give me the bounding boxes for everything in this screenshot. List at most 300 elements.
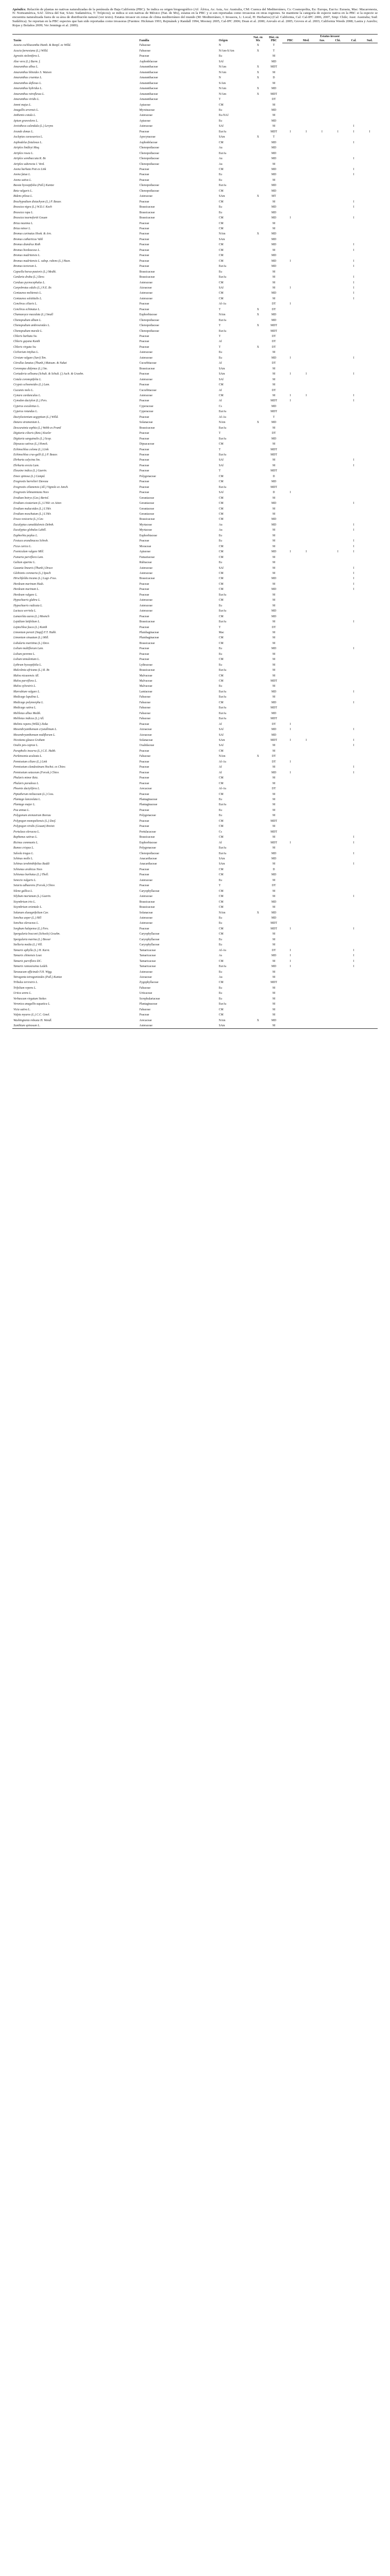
- cal-cell: I: [353, 216, 354, 220]
- med-cell: [298, 835, 314, 840]
- pbc-cell: I: [290, 286, 291, 290]
- origin-cell: Eu: [218, 178, 223, 182]
- nat-cell: [250, 571, 265, 576]
- origin-cell: SAf: [218, 733, 224, 737]
- aus-cell: [314, 1023, 330, 1029]
- dist-cell: M: [272, 534, 276, 537]
- cal-cell: [346, 630, 362, 635]
- taxon-cell: Cyperus esculentus L.: [13, 404, 40, 408]
- med-cell: [298, 280, 314, 285]
- med-cell: [298, 118, 314, 124]
- chi-cell: [330, 113, 346, 118]
- nat-cell: [250, 733, 265, 738]
- origin-cell: EurAs: [218, 706, 227, 710]
- aus-cell: [314, 517, 330, 522]
- table-row: [12, 162, 378, 167]
- family-cell: Aizoaceae: [139, 733, 152, 737]
- chi-cell: [330, 991, 346, 996]
- origin-cell: CM: [218, 577, 224, 581]
- table-row: [12, 199, 378, 205]
- med-cell: [298, 566, 314, 571]
- med-cell: [298, 70, 314, 75]
- cal-cell: [346, 916, 362, 921]
- pbc-cell: [282, 339, 298, 344]
- family-cell: Arecaceae: [139, 1019, 152, 1022]
- med-cell: [298, 614, 314, 619]
- pbc-cell: [282, 646, 298, 651]
- family-cell: Asteraceae: [139, 1023, 218, 1029]
- med-cell: [298, 307, 314, 312]
- dist-cell: MD: [271, 243, 277, 247]
- nat-cell: [250, 522, 265, 528]
- family-cell: Poaceae: [139, 173, 149, 177]
- origin-cell: CM: [218, 959, 224, 963]
- family-cell: Poaceae: [139, 647, 149, 651]
- pbc-cell: [282, 921, 298, 926]
- nat-cell: [250, 463, 265, 468]
- chi-cell: [330, 189, 346, 194]
- table-row: [12, 845, 378, 851]
- table-row: [12, 474, 378, 479]
- aus-cell: [314, 264, 330, 269]
- table-row: [12, 625, 378, 630]
- aus-cell: [314, 382, 330, 387]
- table-row: [12, 172, 378, 177]
- aus-cell: [314, 1012, 330, 1018]
- taxon-cell: Lactuca serriola L.: [13, 609, 37, 613]
- sud-cell: [362, 215, 378, 221]
- chi-cell: [330, 43, 346, 48]
- aus-cell: [314, 86, 330, 91]
- aus-cell: [314, 404, 330, 409]
- cal-cell: [346, 608, 362, 614]
- origin-cell: EurAs: [218, 965, 227, 969]
- family-cell: Poaceae: [139, 749, 149, 753]
- aus-cell: [314, 215, 330, 221]
- dist-cell: MD: [271, 238, 277, 241]
- nat-cell: [250, 1023, 265, 1029]
- med-cell: [298, 663, 314, 668]
- chi-cell: [330, 48, 346, 54]
- chi-cell: [330, 808, 346, 813]
- dist-cell: MDT: [270, 981, 277, 985]
- table-row: [12, 996, 378, 1002]
- nat-cell: [250, 533, 265, 538]
- dist-cell: M: [272, 938, 276, 941]
- nat-cell: [250, 759, 265, 765]
- table-row: [12, 835, 378, 840]
- sud-cell: [362, 75, 378, 80]
- dist-cell: DT: [272, 722, 276, 726]
- pbc-cell: I: [290, 728, 291, 732]
- chi-cell: [330, 226, 346, 231]
- origin-cell: Eu: [218, 539, 223, 543]
- pbc-cell: [282, 442, 298, 447]
- dist-cell: DT: [272, 302, 276, 306]
- pbc-cell: I: [290, 948, 291, 952]
- med-cell: [298, 657, 314, 662]
- taxon-cell: Beta vulgaris L.: [13, 189, 33, 193]
- pbc-cell: [282, 980, 298, 985]
- chi-cell: [330, 786, 346, 791]
- pbc-cell: [282, 162, 298, 167]
- med-cell: [298, 905, 314, 910]
- cal-cell: I: [353, 200, 354, 204]
- pbc-cell: [282, 566, 298, 571]
- table-row: [12, 361, 378, 366]
- origin-cell: CM: [218, 571, 224, 575]
- chi-cell: [330, 318, 346, 323]
- pbc-cell: [282, 813, 298, 818]
- pbc-cell: I: [290, 927, 291, 930]
- chi-cell: [330, 221, 346, 226]
- aus-cell: [314, 872, 330, 877]
- nat-cell: [250, 178, 265, 183]
- dist-cell: M: [272, 808, 276, 812]
- aus-cell: [314, 59, 330, 64]
- table-row: [12, 900, 378, 905]
- origin-cell: T: [218, 448, 221, 451]
- origin-cell: SAm: [218, 739, 225, 742]
- med-cell: [298, 485, 314, 490]
- table-row: [12, 872, 378, 877]
- nat-cell: [250, 867, 265, 872]
- chi-cell: [330, 975, 346, 980]
- cal-cell: I: [353, 529, 354, 532]
- taxon-cell: Schismus arabicus Nees: [13, 868, 43, 871]
- col-pbc: PBC: [282, 39, 298, 43]
- med-cell: [298, 199, 314, 205]
- med-cell: [298, 937, 314, 942]
- aus-cell: [314, 463, 330, 468]
- origin-cell: Cs: [218, 830, 222, 834]
- chi-cell: [330, 479, 346, 484]
- cal-cell: I: [353, 588, 354, 591]
- origin-cell: CM: [218, 507, 224, 511]
- nat-cell: [250, 474, 265, 479]
- origin-cell: NAm: [218, 313, 226, 317]
- sud-cell: [362, 377, 378, 382]
- sud-cell: [362, 275, 378, 280]
- table-row: [12, 576, 378, 581]
- med-cell: [298, 501, 314, 506]
- cal-cell: [346, 447, 362, 452]
- med-cell: [298, 980, 314, 985]
- nat-cell: [250, 512, 265, 517]
- med-cell: [298, 851, 314, 856]
- aus-cell: [314, 894, 330, 899]
- med-cell: [298, 512, 314, 517]
- cal-cell: [346, 733, 362, 738]
- pbc-cell: [282, 280, 298, 285]
- origin-cell: Au: [218, 529, 223, 532]
- aus-cell: [314, 97, 330, 102]
- cal-cell: [346, 479, 362, 484]
- aus-cell: [314, 194, 330, 199]
- family-cell: Euphorbiaceae: [139, 841, 157, 844]
- nat-cell: [250, 285, 265, 291]
- family-cell: Asteraceae: [139, 281, 152, 284]
- table-row: [12, 242, 378, 247]
- nat-cell: [250, 118, 265, 124]
- chi-cell: [330, 415, 346, 420]
- table-row: [12, 603, 378, 608]
- chi-cell: [330, 350, 346, 355]
- table-row: [12, 883, 378, 888]
- dist-cell: MD: [271, 206, 277, 209]
- nat-cell: [250, 700, 265, 705]
- chi-cell: [330, 625, 346, 630]
- chi-cell: [330, 92, 346, 97]
- med-cell: [298, 479, 314, 484]
- table-row: [12, 926, 378, 931]
- taxon-cell: Galium aparine L.: [13, 561, 36, 565]
- nat-cell: [250, 97, 265, 102]
- table-row: [12, 522, 378, 528]
- origin-cell: CM: [218, 825, 224, 828]
- dist-cell: M: [272, 227, 276, 230]
- sud-cell: [362, 151, 378, 156]
- family-cell: Poaceae: [139, 222, 149, 225]
- med-cell: [298, 496, 314, 501]
- taxon-cell: Sisymbrium irio L.: [13, 900, 36, 904]
- dist-cell: M: [272, 297, 276, 300]
- sud-cell: [362, 775, 378, 781]
- aus-cell: [314, 867, 330, 872]
- nat-cell: [250, 129, 265, 134]
- nat-cell: [250, 167, 265, 172]
- dist-cell: MD: [271, 259, 277, 263]
- taxon-cell: Leptochloa fusca (L.) Kunth: [13, 625, 47, 629]
- chi-cell: [330, 275, 346, 280]
- dist-cell: MD: [271, 873, 277, 877]
- sud-cell: [362, 97, 378, 102]
- dist-cell: M: [272, 464, 276, 467]
- nat-cell: [250, 350, 265, 355]
- table-row: [12, 808, 378, 813]
- aus-cell: [314, 151, 330, 156]
- aus-cell: [314, 889, 330, 894]
- aus-cell: [314, 619, 330, 624]
- chi-cell: [330, 382, 346, 387]
- chi-cell: [330, 900, 346, 905]
- cal-cell: [346, 980, 362, 985]
- chi-cell: [330, 124, 346, 129]
- taxon-cell: Echinochloa crus-galli (L.) P. Beauv.: [13, 453, 58, 456]
- aus-cell: [314, 544, 330, 549]
- med-cell: [298, 167, 314, 172]
- family-cell: Poaceae: [139, 615, 149, 618]
- origin-cell: T: [218, 469, 221, 473]
- table-row: [12, 517, 378, 522]
- chi-cell: [330, 75, 346, 80]
- nat-cell: [250, 215, 265, 221]
- dist-cell: M: [272, 71, 276, 74]
- chi-cell: [330, 942, 346, 947]
- med-cell: [298, 619, 314, 624]
- dist-cell: MD: [271, 265, 277, 268]
- origin-cell: EurAs: [218, 318, 227, 322]
- med-cell: [298, 646, 314, 651]
- nat-cell: [250, 856, 265, 861]
- dist-cell: MD: [271, 733, 277, 737]
- dist-cell: M: [272, 276, 276, 279]
- dist-cell: MD: [271, 60, 277, 63]
- family-cell: Chenopodiaceae: [139, 146, 159, 150]
- cal-cell: I: [353, 356, 354, 360]
- taxon-cell: Arundo donax L.: [13, 130, 34, 133]
- origin-cell: As: [218, 954, 223, 958]
- cal-cell: [346, 97, 362, 102]
- origin-cell: Eu: [218, 604, 223, 607]
- table-row: [12, 851, 378, 856]
- cal-cell: [346, 829, 362, 835]
- taxon-cell: Cynodon dactylon (L.) Pers.: [13, 399, 47, 403]
- nat-cell: [250, 948, 265, 953]
- nat-cell: [250, 582, 265, 587]
- chi-cell: [330, 948, 346, 953]
- cal-cell: [346, 113, 362, 118]
- origin-cell: EurAs: [218, 609, 227, 613]
- cal-cell: [346, 905, 362, 910]
- taxon-cell: Asclepias curassavica L.: [13, 135, 43, 139]
- chi-cell: [330, 630, 346, 635]
- family-cell: Fumariaceae: [139, 555, 155, 559]
- origin-cell: Eu: [218, 663, 223, 667]
- pbc-cell: [282, 625, 298, 630]
- origin-cell: CM: [218, 701, 224, 704]
- taxon-cell: Cirsium vulgare (Savi) Ten.: [13, 356, 46, 360]
- nat-cell: [250, 162, 265, 167]
- cal-cell: [346, 781, 362, 786]
- sud-cell: [362, 910, 378, 916]
- table-row: [12, 398, 378, 403]
- pbc-cell: [282, 883, 298, 888]
- chi-cell: [330, 738, 346, 743]
- pbc-cell: [282, 608, 298, 614]
- table-row: [12, 307, 378, 312]
- table-row: [12, 819, 378, 824]
- pbc-cell: [282, 248, 298, 253]
- cal-cell: [346, 253, 362, 258]
- chi-cell: [330, 151, 346, 156]
- nat-cell: [250, 824, 265, 829]
- med-cell: [298, 361, 314, 366]
- pbc-cell: [282, 635, 298, 640]
- chi-cell: [330, 781, 346, 786]
- dist-cell: MDT: [270, 830, 277, 834]
- family-cell: Geraniaceae: [139, 502, 155, 505]
- dist-cell: DT: [272, 787, 276, 791]
- nat-cell: [250, 253, 265, 258]
- sud-cell: [362, 608, 378, 614]
- taxon-cell: Pennisetum setaceum (Forssk.) Chiov.: [13, 771, 59, 774]
- sud-cell: [362, 517, 378, 522]
- sud-cell: [362, 953, 378, 958]
- dist-cell: M: [272, 846, 276, 850]
- nat-cell: [250, 318, 265, 323]
- dist-cell: M: [272, 986, 276, 990]
- aus-cell: [314, 323, 330, 328]
- med-cell: [298, 221, 314, 226]
- nat-cell: [250, 679, 265, 684]
- table-row: [12, 964, 378, 969]
- dist-cell: M: [272, 248, 276, 252]
- sud-cell: [362, 641, 378, 646]
- family-cell: Chenopodiaceae: [139, 324, 159, 328]
- origin-cell: CM: [218, 297, 224, 300]
- aus-cell: [314, 210, 330, 215]
- chi-cell: [330, 522, 346, 528]
- nat-cell: [250, 689, 265, 694]
- dist-cell: M: [272, 367, 276, 370]
- origin-cell: Af: [218, 399, 222, 403]
- table-row: [12, 366, 378, 371]
- table-row: [12, 970, 378, 975]
- table-row: [12, 673, 378, 679]
- taxon-cell: Cichorium intybus L.: [13, 351, 39, 354]
- aus-cell: [314, 603, 330, 608]
- chi-cell: [330, 727, 346, 732]
- family-cell: Geraniaceae: [139, 512, 155, 516]
- dist-cell: M: [272, 641, 276, 645]
- aus-cell: [314, 948, 330, 953]
- origin-cell: SAm: [218, 862, 225, 866]
- family-cell: Poaceae: [139, 469, 149, 473]
- med-cell: [298, 210, 314, 215]
- med-cell: [298, 528, 314, 533]
- pbc-cell: [282, 582, 298, 587]
- dist-cell: M: [272, 620, 276, 624]
- sud-cell: [362, 970, 378, 975]
- table-row: [12, 312, 378, 317]
- table-row: [12, 140, 378, 145]
- origin-cell: Eu: [218, 970, 223, 974]
- nat-cell: [250, 151, 265, 156]
- family-cell: Poaceae: [139, 459, 149, 462]
- origin-cell: CM: [218, 512, 224, 516]
- chi-cell: [330, 355, 346, 361]
- nat-cell: [250, 237, 265, 242]
- table-row: [12, 786, 378, 791]
- origin-cell: CM: [218, 782, 224, 785]
- sud-cell: [362, 646, 378, 651]
- table-row: [12, 231, 378, 236]
- pbc-cell: [282, 775, 298, 781]
- aus-cell: [314, 921, 330, 926]
- med-cell: [298, 339, 314, 344]
- nat-cell: [250, 603, 265, 608]
- origin-cell: CM: [218, 555, 224, 559]
- aus-cell: [314, 226, 330, 231]
- cal-cell: [346, 64, 362, 70]
- aus-cell: [314, 797, 330, 802]
- chi-cell: [330, 802, 346, 807]
- pbc-cell: [282, 900, 298, 905]
- taxon-cell: Cotula coronopifolia L.: [13, 378, 42, 381]
- chi-cell: [330, 59, 346, 64]
- taxon-cell: Anagallis arvensis L.: [13, 109, 39, 112]
- table-row: [12, 663, 378, 668]
- cal-cell: [346, 711, 362, 716]
- med-cell: [298, 733, 314, 738]
- nat-cell: [250, 124, 265, 129]
- chi-cell: [330, 404, 346, 409]
- chi-cell: [330, 694, 346, 700]
- aus-cell: [314, 81, 330, 86]
- chi-cell: [330, 533, 346, 538]
- aus-cell: [314, 156, 330, 161]
